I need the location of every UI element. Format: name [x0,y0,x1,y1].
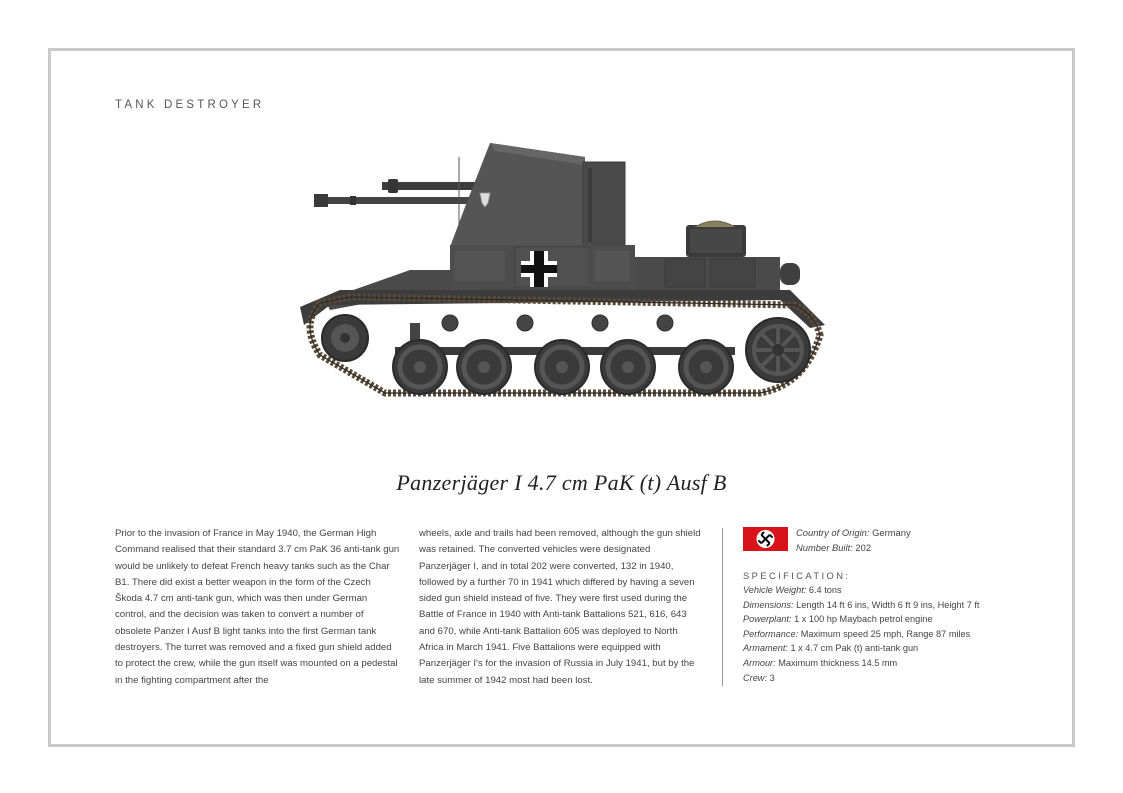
category-label: TANK DESTROYER [115,99,265,111]
vehicle-title: Panzerjäger I 4.7 cm PaK (t) Ausf B [396,470,727,495]
country-of-origin: Country of Origin: Germany [796,527,911,538]
spec-row: Vehicle Weight: 6.4 tons [743,585,842,595]
tank-illustration [290,135,835,415]
drive-sprocket [322,315,368,361]
spec-row: Dimensions: Length 14 ft 6 ins, Width 6 ft 9 ins, Height 7 ft [743,599,980,610]
column-divider [722,528,723,686]
specification-list [743,583,979,685]
spec-row: Armour: Maximum thickness 14.5 mm [743,657,898,668]
gun-shield [450,143,625,247]
description-column-1: Prior to the invasion of France in May 1940, the German High Command realised that their standard 3.7 cm PaK 36 anti-tank gun would be unlikely to defeat French heavy tanks such as the Char B1. There did exist a better weapon in the form of the Czech Škoda 4.7 cm anti-tank gun, which was then under German control, and the decision was taken to convert a number of obsolete Panzer I Ausf B light tanks into the first German tank destroyers. The turret was removed and a fixed gun shield added to protect the crew, while the gun itself was mounted on a pedestal in the fighting compartment after the [115,528,400,686]
specification-heading: SPECIFICATION: [743,570,851,581]
number-built: Number Built: 202 [796,542,872,553]
idler-wheel [746,318,810,382]
spec-row: Crew: 3 [743,672,775,683]
spec-row: Armament: 1 x 4.7 cm Pak (t) anti-tank gun [743,643,919,654]
spec-row: Performance: Maximum speed 25 mph, Range 87 miles [743,628,971,639]
description-column-2: wheels, axle and trails had been removed, although the gun shield was retained. The converted vehicles were designated Panzerjäger I, and in total 202 were converted, 132 in 1940, followed by a further 70 in 1941 which differed by having a seven sided gun shield instead of five. They were first used during the Battle of France in 1940 with Anti-tank Battalions 521, 616, 643 and 670, while Anti-tank Battalion 605 was deployed to North Africa in March 1941. Five Battalions were equipped with Panzerjäger I's for the invasion of Russia in July 1941, but by the late summer of 1942 most had been lost. [419,528,701,686]
national-flag-icon [743,527,788,551]
spec-row: Powerplant: 1 x 100 hp Maybach petrol engine [743,614,933,625]
origin-info [796,525,911,555]
return-rollers [442,315,673,331]
